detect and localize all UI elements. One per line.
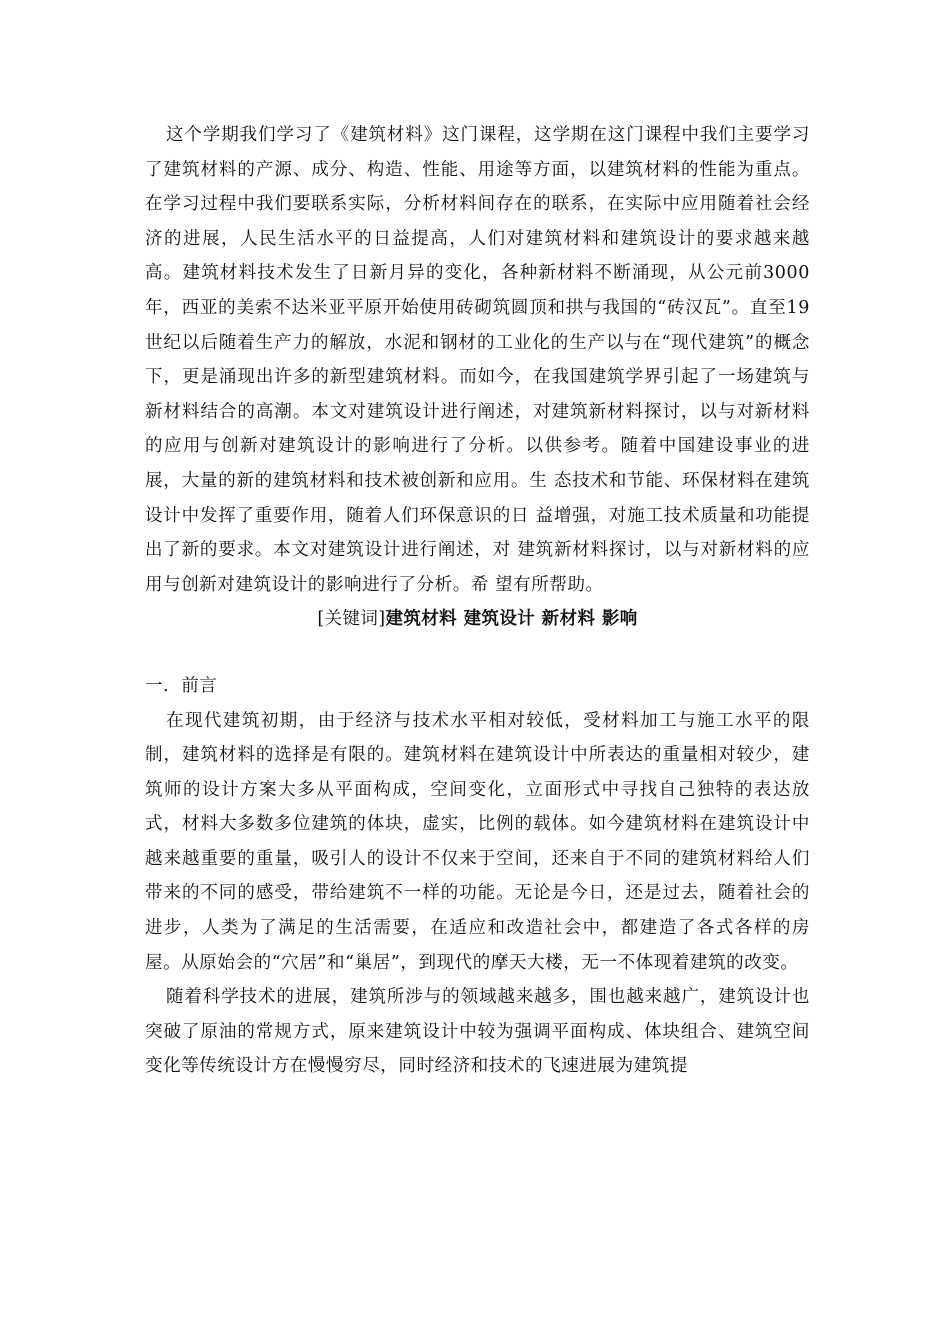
body-paragraph-1: 在现代建筑初期，由于经济与技术水平相对较低，受材料加工与施工水平的限制，建筑材料的选择是有限的。建筑材料在建筑设计中所表达的重量相对较少，建筑师的设计方案大多从平面构成，空间变化，立面形式中寻找自己独特的表达放式，材料大多数多位建筑的体块，虚实，比例的载体。如今建筑材料在建筑设计中越来越重要的重量，吸引人的设计不仅来于空间，还来自于不同的建筑材料给人们带来的不同的感受，带给建筑不一样的功能。无论是今日，还是过去，随着社会的进步，人类为了满足的生活需要，在适应和改造社会中，都建造了各式各样的房屋。从原始会的“穴居”和“巢居”，到现代的摩天大楼，无一不体现着建筑的改变。	[145, 710, 810, 973]
keywords-label: [关键词]	[317, 609, 386, 630]
document-page	[145, 118, 810, 1084]
keywords-terms: 建筑材料 建筑设计 新材料 影响	[385, 609, 638, 630]
body-paragraph-2: 随着科学技术的进展，建筑所涉与的领域越来越多，围也越来越广，建筑设计也突破了原油的常规方式，原来建筑设计中较为强调平面构成、体块组合、建筑空间变化等传统设计方在慢慢穷尽，同时经济和技术的飞速进展为建筑提	[145, 987, 810, 1077]
keywords-line	[145, 602, 810, 637]
section-heading-preface: 一．前言	[145, 675, 218, 696]
intro-paragraph: 这个学期我们学习了《建筑材料》这门课程，这学期在这门课程中我们主要学习了建筑材料的产源、成分、构造、性能、用途等方面，以建筑材料的性能为重点。在学习过程中我们要联系实际，分析材料间存在的联系，在实际中应用随着社会经济的进展，人民生活水平的日益提高，人们对建筑材料和建筑设计的要求越来越高。建筑材料技术发生了日新月异的变化，各种新材料不断涌现，从公元前3000年，西亚的美索不达米亚平原开始使用砖砌筑圆顶和拱与我国的“砖汉瓦”。直至19世纪以后随着生产力的解放，水泥和钢材的工业化的生产以与在“现代建筑”的概念下，更是涌现出许多的新型建筑材料。而如今，在我国建筑学界引起了一场建筑与新材料结合的高潮。本文对建筑设计进行阐述，对建筑新材料探讨，以与对新材料的应用与创新对建筑设计的影响进行了分析。以供参考。随着中国建设事业的进展，大量的新的建筑材料和技术被创新和应用。生 态技术和节能、环保材料在建筑设计中发挥了重要作用，随着人们环保意识的日 益增强，对施工技术质量和功能提出了新的要求。本文对建筑设计进行阐述，对 建筑新材料探讨，以与对新材料的应用与创新对建筑设计的影响进行了分析。希 望有所帮助。	[145, 125, 810, 595]
